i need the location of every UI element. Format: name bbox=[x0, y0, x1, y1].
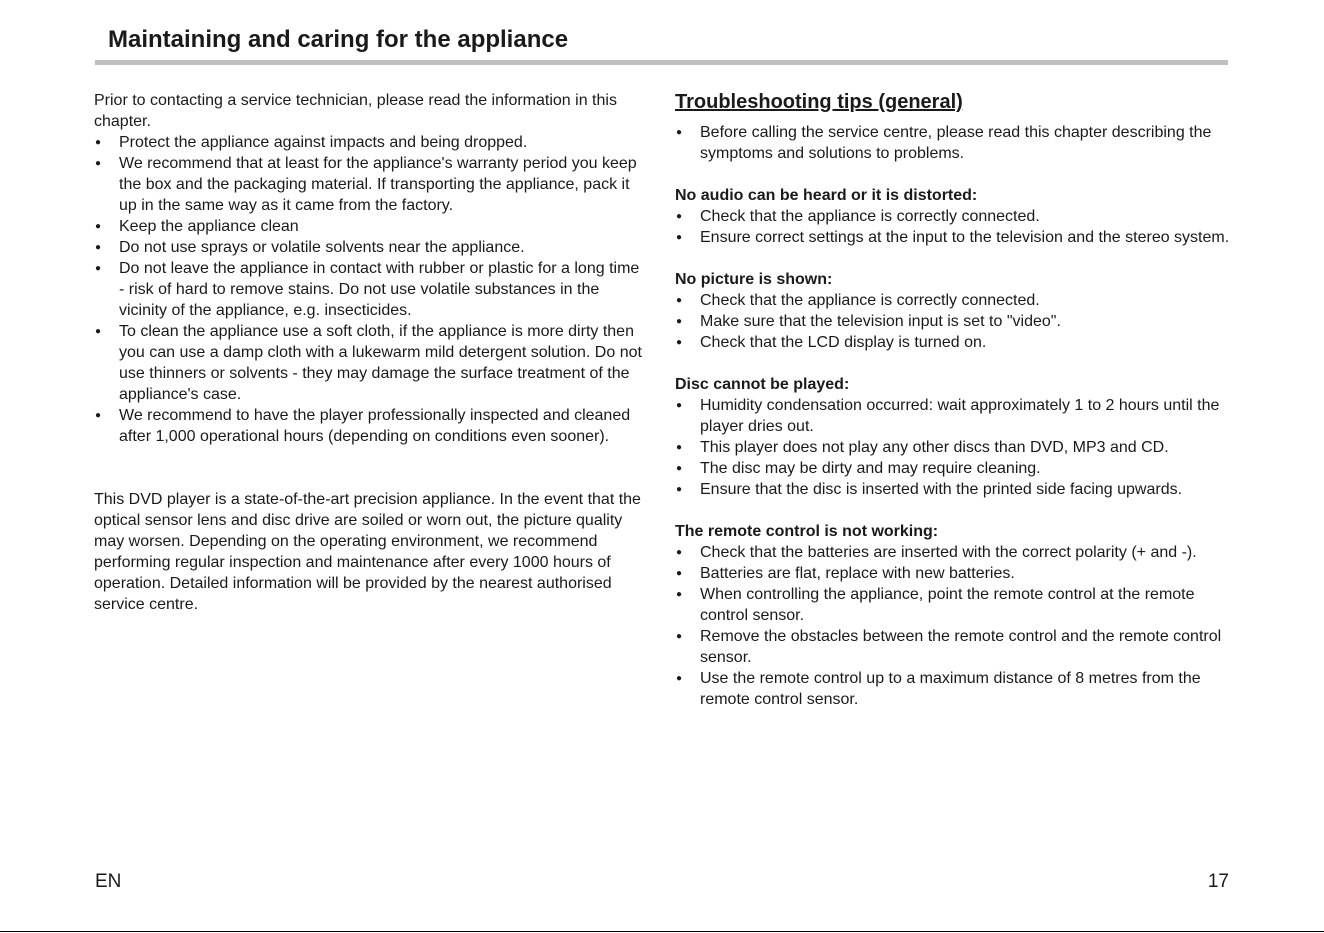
service-paragraph: This DVD player is a state-of-the-art precision appliance. In the event that the optical sensor lens and disc drive are soiled or worn out, the picture quality may worsen. Depending on the operating environment, we recommend performing regular inspection and maintenance after every 1000 hours of operation. Detailed information will be provided by the nearest authorised service centre. bbox=[94, 491, 641, 613]
page-number: 17 bbox=[1207, 871, 1229, 892]
maintenance-list bbox=[94, 132, 646, 447]
list-item: ● We recommend to have the player professionally inspected and cleaned after 1,000 operational hours (depending on conditions even sooner). bbox=[94, 405, 646, 447]
list-item: ● Check that the appliance is correctly connected. bbox=[675, 206, 1230, 227]
page-title: Maintaining and caring for the appliance bbox=[108, 26, 569, 53]
list-item: ● Before calling the service centre, please read this chapter describing the symptoms and solutions to problems. bbox=[675, 122, 1230, 164]
section-no-picture bbox=[675, 269, 1230, 353]
list-item: ● To clean the appliance use a soft cloth, if the appliance is more dirty then you can use a damp cloth with a lukewarm mild detergent solution. Do not use thinners or solvents - they may damage the surface treatment of the appliance's case. bbox=[94, 321, 646, 405]
section-heading: No audio can be heard or it is distorted: bbox=[675, 187, 978, 204]
list-item: ● Do not leave the appliance in contact with rubber or plastic for a long time - risk of hard to remove stains. Do not use volatile substances in the vicinity of the appliance, e.g. insecticides. bbox=[94, 258, 646, 321]
list-item: ● Keep the appliance clean bbox=[94, 216, 646, 237]
list-item: ● Ensure correct settings at the input to the television and the stereo system. bbox=[675, 227, 1230, 248]
list-item: ● Batteries are flat, replace with new batteries. bbox=[675, 563, 1230, 584]
list-item: ● This player does not play any other discs than DVD, MP3 and CD. bbox=[675, 437, 1230, 458]
list-item: ● When controlling the appliance, point the remote control at the remote control sensor. bbox=[675, 584, 1230, 626]
section-list bbox=[675, 290, 1230, 353]
section-heading: The remote control is not working: bbox=[675, 523, 939, 540]
title-divider bbox=[95, 60, 1228, 65]
list-item: ● The disc may be dirty and may require cleaning. bbox=[675, 458, 1230, 479]
list-item: ● Make sure that the television input is set to "video". bbox=[675, 311, 1230, 332]
list-item: ● Check that the batteries are inserted with the correct polarity (+ and -). bbox=[675, 542, 1230, 563]
list-item: ● Remove the obstacles between the remote control and the remote control sensor. bbox=[675, 626, 1230, 668]
section-no-audio bbox=[675, 185, 1230, 248]
list-item: ● Use the remote control up to a maximum distance of 8 metres from the remote control sensor. bbox=[675, 668, 1230, 710]
list-item: ● Check that the LCD display is turned on. bbox=[675, 332, 1230, 353]
troubleshooting-intro-list bbox=[675, 122, 1230, 164]
list-item: ● Check that the appliance is correctly connected. bbox=[675, 290, 1230, 311]
footer-language: EN bbox=[95, 871, 122, 892]
right-column bbox=[675, 88, 1230, 710]
section-heading: No picture is shown: bbox=[675, 271, 833, 288]
bottom-divider bbox=[0, 931, 1324, 932]
section-list bbox=[675, 395, 1230, 500]
list-item: ● Protect the appliance against impacts and being dropped. bbox=[94, 132, 646, 153]
maintenance-intro: Prior to contacting a service technician, please read the information in this chapter. bbox=[94, 92, 617, 130]
list-item: ● Do not use sprays or volatile solvents near the appliance. bbox=[94, 237, 646, 258]
section-list bbox=[675, 206, 1230, 248]
troubleshooting-heading: Troubleshooting tips (general) bbox=[675, 91, 963, 113]
section-list bbox=[675, 542, 1230, 710]
list-item: ● Ensure that the disc is inserted with the printed side facing upwards. bbox=[675, 479, 1230, 500]
section-heading: Disc cannot be played: bbox=[675, 376, 850, 393]
section-remote-not-working bbox=[675, 521, 1230, 710]
list-item: ● Humidity condensation occurred: wait approximately 1 to 2 hours until the player dries out. bbox=[675, 395, 1230, 437]
section-disc-not-played bbox=[675, 374, 1230, 500]
list-item: ● We recommend that at least for the appliance's warranty period you keep the box and the packaging material. If transporting the appliance, pack it up in the same way as it came from the factory. bbox=[94, 153, 646, 216]
left-column bbox=[94, 90, 646, 615]
